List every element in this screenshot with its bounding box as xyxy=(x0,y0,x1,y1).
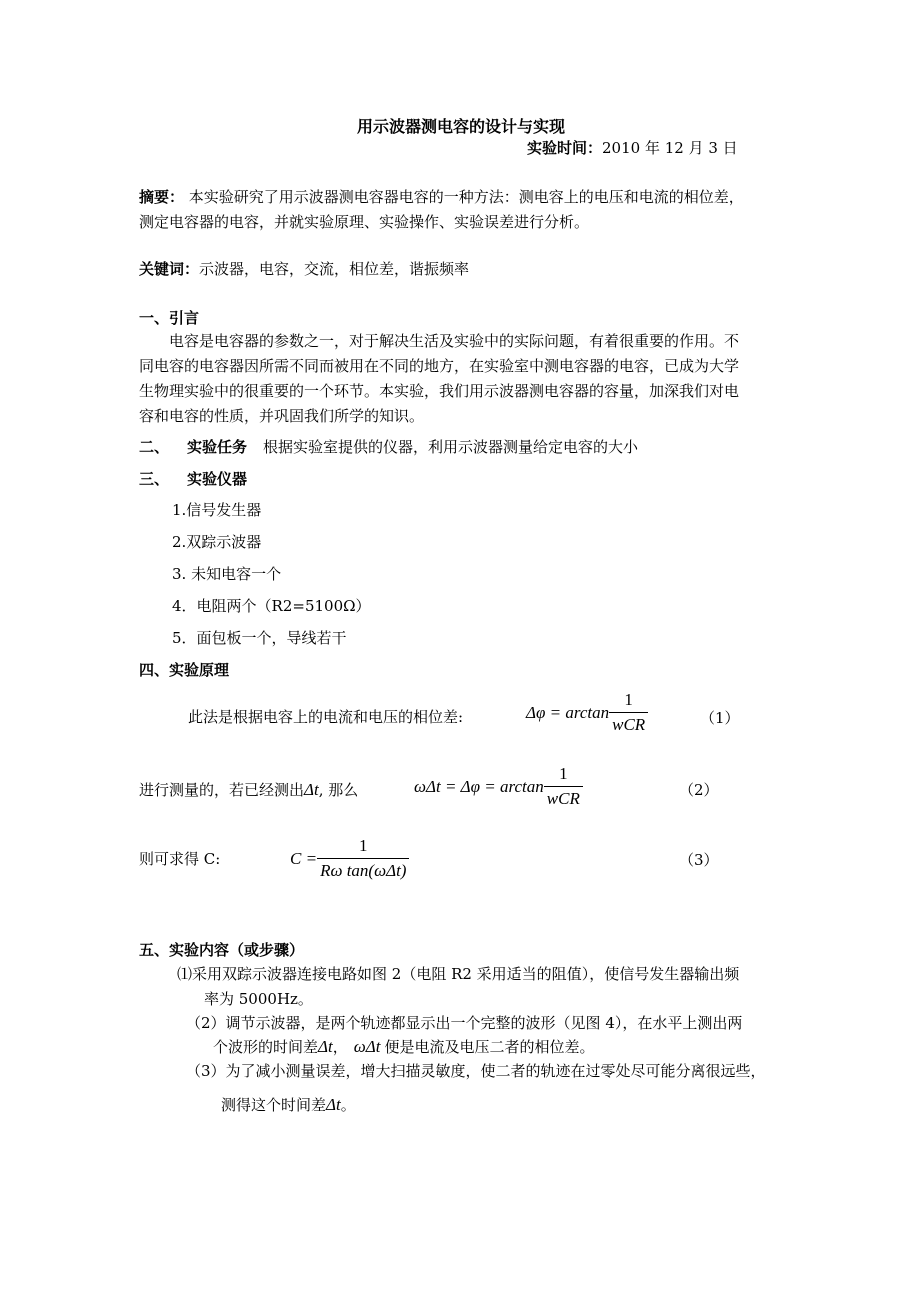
instrument-item: 4．电阻两个（R2=5100Ω） xyxy=(172,597,371,615)
section-1-line-3: 生物理实验中的很重要的一个环节。本实验，我们用示波器测电容器的容量，加深我们对电 xyxy=(139,382,740,400)
equation-1 xyxy=(526,690,648,735)
step-3-delta-t: Δt xyxy=(326,1095,341,1114)
section-5-heading: 五、实验内容（或步骤） xyxy=(139,941,305,959)
equation-3-lhs: C = xyxy=(290,848,318,868)
equation-1-fraction xyxy=(609,690,648,735)
document-title: 用示波器测电容的设计与实现 xyxy=(357,117,566,136)
equation-2-denominator: wCR xyxy=(546,789,580,808)
equation-3-number: （3） xyxy=(679,851,719,869)
equation-2 xyxy=(414,764,583,809)
section-3-number: 三、 xyxy=(139,470,170,488)
step-2-line-2 xyxy=(213,1036,594,1057)
abstract-label: 摘要： xyxy=(139,188,185,206)
instrument-item: 2.双踪示波器 xyxy=(172,533,262,551)
equation-1-denominator: wCR xyxy=(612,715,646,734)
section-1-body xyxy=(139,329,789,429)
step-2-text-a: 个波形的时间差 xyxy=(213,1038,319,1056)
instrument-item: 1.信号发生器 xyxy=(172,501,262,519)
equation-2-delta-t: Δt xyxy=(304,780,319,799)
equation-2-intro xyxy=(139,779,358,800)
date-value: 2010 年 12 月 3 日 xyxy=(602,139,738,157)
equation-2-fraction xyxy=(544,764,583,809)
equation-2-lhs: ωΔt = Δφ = arctan xyxy=(414,776,544,796)
step-2-delta-t: Δt xyxy=(318,1037,333,1056)
equation-1-number: （1） xyxy=(700,709,740,727)
abstract-line-2: 测定电容器的电容，并就实验原理、实验操作、实验误差进行分析。 xyxy=(139,213,590,231)
step-3-line-1: （3）为了减小测量误差，增大扫描灵敏度，使二者的轨迹在过零处尽可能分离很远些， xyxy=(186,1062,766,1080)
section-2-text: 根据实验室提供的仪器，利用示波器测量给定电容的大小 xyxy=(263,438,639,456)
section-1-line-4: 容和电容的性质，并巩固我们所学的知识。 xyxy=(139,407,425,425)
section-2-number: 二、 xyxy=(139,438,170,456)
equation-1-numerator: 1 xyxy=(609,690,648,713)
section-2-heading: 实验任务 xyxy=(187,438,248,456)
equation-2-intro-b: , 那么 xyxy=(318,781,359,799)
equation-3 xyxy=(290,836,409,881)
keywords xyxy=(139,258,469,279)
equation-2-number: （2） xyxy=(679,781,719,799)
step-2-line-1: （2）调节示波器，是两个轨迹都显示出一个完整的波形（见图 4），在水平上测出两 xyxy=(186,1014,743,1032)
section-2 xyxy=(139,436,638,457)
equation-2-numerator: 1 xyxy=(544,764,583,787)
abstract-line-1: 本实验研究了用示波器测电容器电容的一种方法：测电容上的电压和电流的相位差， xyxy=(188,188,744,206)
instrument-item: 3. 未知电容一个 xyxy=(172,565,282,583)
step-1-line-1: ⑴采用双踪示波器连接电路如图 2（电阻 R2 采用适当的阻值），使信号发生器输出频 xyxy=(177,965,740,983)
section-3-heading: 实验仪器 xyxy=(187,470,248,488)
experiment-date xyxy=(527,137,738,158)
equation-3-intro: 则可求得 C: xyxy=(139,850,221,868)
step-2-text-b: 便是电流及电压二者的相位差。 xyxy=(384,1038,595,1056)
equation-2-intro-a: 进行测量的，若已经测出 xyxy=(139,781,305,799)
section-4-heading: 四、实验原理 xyxy=(139,661,230,679)
equation-1-lhs: Δφ = arctan xyxy=(526,702,610,722)
equation-3-denominator: Rω tan(ωΔt) xyxy=(320,861,407,880)
step-3-text-b: 。 xyxy=(340,1096,356,1114)
step-1-line-2: 率为 5000Hz。 xyxy=(204,990,313,1008)
step-3-line-2 xyxy=(221,1094,356,1115)
step-2-separator: ， xyxy=(332,1038,348,1056)
equation-1-intro: 此法是根据电容上的电流和电压的相位差: xyxy=(188,708,464,726)
step-2-omega-delta-t: ωΔt xyxy=(353,1037,381,1056)
section-1-line-1: 电容是电容器的参数之一，对于解决生活及实验中的实际问题，有着很重要的作用。不 xyxy=(169,332,740,350)
instrument-item: 5．面包板一个，导线若干 xyxy=(172,629,347,647)
section-1-heading: 一、引言 xyxy=(139,309,200,327)
abstract xyxy=(139,185,789,235)
section-3-heading-row xyxy=(139,468,247,489)
keywords-label: 关键词： xyxy=(139,260,200,278)
equation-3-fraction xyxy=(317,836,409,881)
section-1-line-2: 同电容的电容器因所需不同而被用在不同的地方，在实验室中测电容器的电容，已成为大学 xyxy=(139,357,740,375)
date-label: 实验时间： xyxy=(527,139,603,157)
step-3-text-a: 测得这个时间差 xyxy=(221,1096,327,1114)
keywords-text: 示波器，电容，交流，相位差，谐振频率 xyxy=(199,260,470,278)
equation-3-numerator: 1 xyxy=(317,836,409,859)
